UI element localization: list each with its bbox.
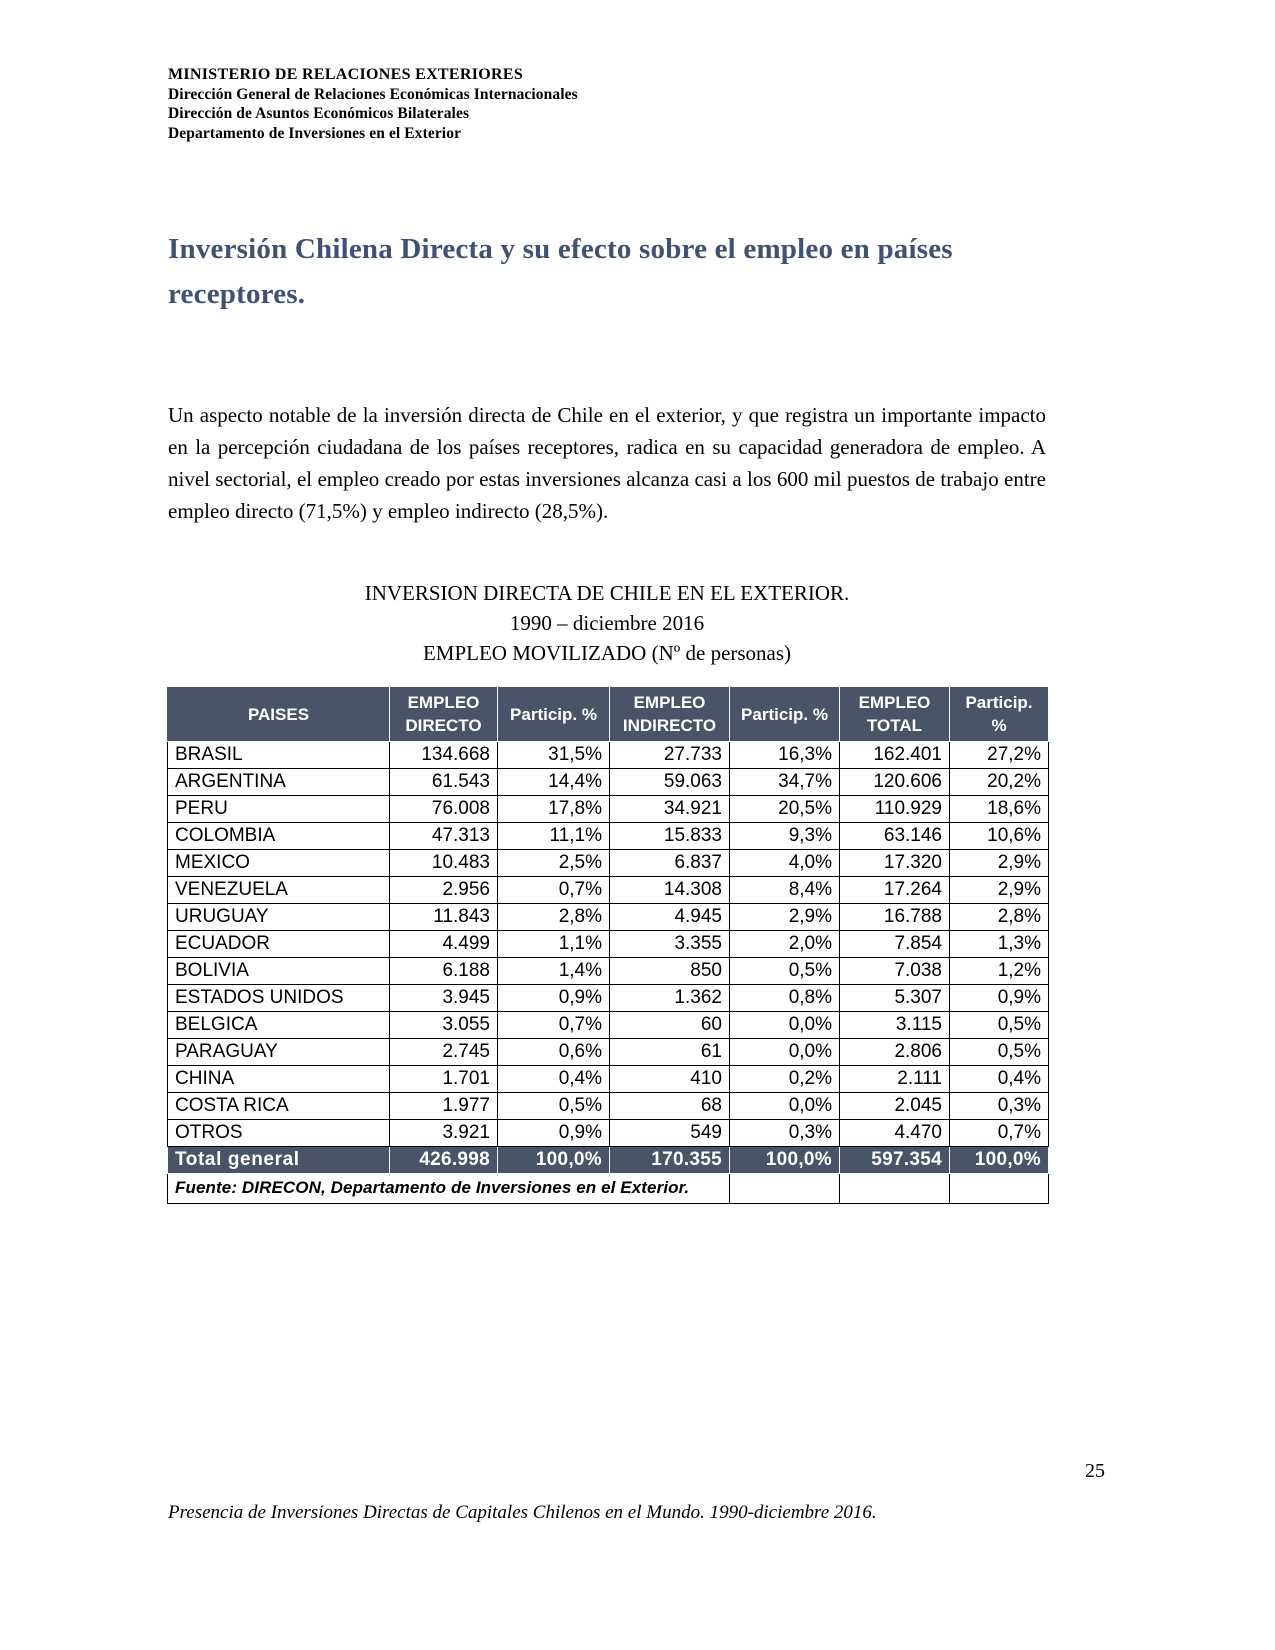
cell-empleo-total: 3.115 bbox=[840, 1012, 950, 1039]
table-body bbox=[168, 742, 1049, 1204]
cell-total-particip-directo: 100,0% bbox=[498, 1147, 610, 1174]
cell-empleo-total: 4.470 bbox=[840, 1120, 950, 1147]
cell-empleo-directo: 4.499 bbox=[390, 931, 498, 958]
cell-particip-indirecto: 0,8% bbox=[730, 985, 840, 1012]
cell-empleo-indirecto: 68 bbox=[610, 1093, 730, 1120]
table-row bbox=[168, 985, 1049, 1012]
cell-particip-indirecto: 9,3% bbox=[730, 823, 840, 850]
table-row bbox=[168, 931, 1049, 958]
cell-particip-directo: 31,5% bbox=[498, 742, 610, 769]
cell-particip-total: 1,2% bbox=[950, 958, 1049, 985]
letterhead bbox=[168, 65, 968, 143]
cell-empleo-directo: 134.668 bbox=[390, 742, 498, 769]
cell-particip-indirecto: 8,4% bbox=[730, 877, 840, 904]
cell-pais: ECUADOR bbox=[168, 931, 390, 958]
employment-table-container bbox=[167, 686, 1048, 1204]
cell-particip-directo: 11,1% bbox=[498, 823, 610, 850]
cell-particip-total: 18,6% bbox=[950, 796, 1049, 823]
cell-empleo-total: 7.854 bbox=[840, 931, 950, 958]
cell-particip-total: 10,6% bbox=[950, 823, 1049, 850]
column-header-particip-directo-line1: Particip. % bbox=[510, 704, 597, 724]
page-title: Inversión Chilena Directa y su efecto sobre el empleo en países receptores. bbox=[168, 233, 953, 311]
table-row bbox=[168, 958, 1049, 985]
cell-empleo-directo: 10.483 bbox=[390, 850, 498, 877]
column-header-empleo-directo-line1: EMPLEO bbox=[407, 693, 480, 712]
cell-particip-indirecto: 0,2% bbox=[730, 1066, 840, 1093]
cell-particip-directo: 1,1% bbox=[498, 931, 610, 958]
column-header-particip-indirecto-line1: Particip. % bbox=[741, 704, 828, 724]
cell-empleo-indirecto: 60 bbox=[610, 1012, 730, 1039]
cell-particip-directo: 14,4% bbox=[498, 769, 610, 796]
source-blank-cell-3 bbox=[950, 1174, 1049, 1204]
cell-empleo-total: 2.045 bbox=[840, 1093, 950, 1120]
cell-particip-indirecto: 34,7% bbox=[730, 769, 840, 796]
cell-particip-total: 20,2% bbox=[950, 769, 1049, 796]
cell-pais: COSTA RICA bbox=[168, 1093, 390, 1120]
cell-total-particip-indirecto: 100,0% bbox=[730, 1147, 840, 1174]
table-caption bbox=[168, 578, 1046, 668]
column-header-empleo-indirecto-line1: EMPLEO bbox=[633, 693, 706, 712]
column-header-empleo-directo-line2: DIRECTO bbox=[405, 716, 482, 735]
cell-particip-directo: 1,4% bbox=[498, 958, 610, 985]
cell-pais: ARGENTINA bbox=[168, 769, 390, 796]
column-header-empleo-total bbox=[840, 687, 950, 742]
cell-empleo-indirecto: 850 bbox=[610, 958, 730, 985]
cell-empleo-indirecto: 14.308 bbox=[610, 877, 730, 904]
cell-total-label: Total general bbox=[168, 1147, 390, 1174]
cell-particip-directo: 0,7% bbox=[498, 1012, 610, 1039]
cell-pais: BELGICA bbox=[168, 1012, 390, 1039]
cell-empleo-indirecto: 6.837 bbox=[610, 850, 730, 877]
cell-empleo-indirecto: 61 bbox=[610, 1039, 730, 1066]
column-header-particip-total-line1: Particip. % bbox=[965, 693, 1033, 735]
cell-particip-total: 2,8% bbox=[950, 904, 1049, 931]
cell-particip-total: 2,9% bbox=[950, 850, 1049, 877]
cell-particip-directo: 0,7% bbox=[498, 877, 610, 904]
table-row bbox=[168, 823, 1049, 850]
cell-particip-total: 0,5% bbox=[950, 1039, 1049, 1066]
table-row bbox=[168, 877, 1049, 904]
letterhead-line-3: Dirección de Asuntos Económicos Bilaterales bbox=[168, 105, 470, 122]
cell-particip-indirecto: 16,3% bbox=[730, 742, 840, 769]
table-caption-line-3: EMPLEO MOVILIZADO (Nº de personas) bbox=[422, 641, 792, 665]
cell-empleo-directo: 61.543 bbox=[390, 769, 498, 796]
cell-particip-indirecto: 0,5% bbox=[730, 958, 840, 985]
letterhead-line-2: Dirección General de Relaciones Económicas Internacionales bbox=[168, 85, 578, 103]
column-header-paises-line1: PAISES bbox=[247, 704, 310, 724]
cell-empleo-indirecto: 549 bbox=[610, 1120, 730, 1147]
cell-empleo-total: 5.307 bbox=[840, 985, 950, 1012]
table-row bbox=[168, 1039, 1049, 1066]
cell-empleo-directo: 47.313 bbox=[390, 823, 498, 850]
cell-empleo-indirecto: 27.733 bbox=[610, 742, 730, 769]
cell-pais: PARAGUAY bbox=[168, 1039, 390, 1066]
table-caption-line-2: 1990 – diciembre 2016 bbox=[509, 611, 705, 635]
cell-empleo-total: 2.111 bbox=[840, 1066, 950, 1093]
table-source-row bbox=[168, 1174, 1049, 1204]
table-header-row bbox=[168, 687, 1049, 742]
cell-empleo-total: 162.401 bbox=[840, 742, 950, 769]
table-row bbox=[168, 850, 1049, 877]
source-blank-cell-2 bbox=[840, 1174, 950, 1204]
cell-empleo-indirecto: 410 bbox=[610, 1066, 730, 1093]
table-row bbox=[168, 742, 1049, 769]
cell-total-empleo-indirecto: 170.355 bbox=[610, 1147, 730, 1174]
cell-particip-total: 0,7% bbox=[950, 1120, 1049, 1147]
table-row bbox=[168, 1093, 1049, 1120]
cell-empleo-indirecto: 1.362 bbox=[610, 985, 730, 1012]
cell-particip-total: 0,5% bbox=[950, 1012, 1049, 1039]
column-header-empleo-total-line2: TOTAL bbox=[866, 716, 923, 735]
table-row bbox=[168, 904, 1049, 931]
cell-empleo-total: 120.606 bbox=[840, 769, 950, 796]
cell-pais: BOLIVIA bbox=[168, 958, 390, 985]
cell-empleo-directo: 3.055 bbox=[390, 1012, 498, 1039]
cell-empleo-total: 17.320 bbox=[840, 850, 950, 877]
cell-empleo-indirecto: 34.921 bbox=[610, 796, 730, 823]
cell-pais: MEXICO bbox=[168, 850, 390, 877]
cell-total-empleo-directo: 426.998 bbox=[390, 1147, 498, 1174]
cell-particip-indirecto: 4,0% bbox=[730, 850, 840, 877]
cell-pais: ESTADOS UNIDOS bbox=[168, 985, 390, 1012]
cell-empleo-indirecto: 3.355 bbox=[610, 931, 730, 958]
employment-table bbox=[167, 686, 1049, 1204]
cell-particip-directo: 0,6% bbox=[498, 1039, 610, 1066]
cell-pais: PERU bbox=[168, 796, 390, 823]
column-header-empleo-indirecto bbox=[610, 687, 730, 742]
cell-empleo-indirecto: 59.063 bbox=[610, 769, 730, 796]
column-header-particip-indirecto bbox=[730, 687, 840, 742]
cell-total-empleo-total: 597.354 bbox=[840, 1147, 950, 1174]
column-header-empleo-indirecto-line2: INDIRECTO bbox=[622, 716, 717, 735]
cell-pais: OTROS bbox=[168, 1120, 390, 1147]
cell-empleo-directo: 1.701 bbox=[390, 1066, 498, 1093]
cell-particip-indirecto: 2,0% bbox=[730, 931, 840, 958]
column-header-empleo-directo bbox=[390, 687, 498, 742]
cell-empleo-total: 2.806 bbox=[840, 1039, 950, 1066]
cell-particip-total: 27,2% bbox=[950, 742, 1049, 769]
cell-pais: BRASIL bbox=[168, 742, 390, 769]
cell-particip-indirecto: 0,0% bbox=[730, 1012, 840, 1039]
cell-particip-total: 0,3% bbox=[950, 1093, 1049, 1120]
cell-particip-directo: 2,5% bbox=[498, 850, 610, 877]
cell-particip-directo: 0,9% bbox=[498, 1120, 610, 1147]
table-total-row bbox=[168, 1147, 1049, 1174]
cell-pais: CHINA bbox=[168, 1066, 390, 1093]
table-row bbox=[168, 1120, 1049, 1147]
page-number: 25 bbox=[1085, 1460, 1105, 1482]
intro-paragraph: Un aspecto notable de la inversión directa de Chile en el exterior, y que registra un importante impacto en la percepción ciudadana de los países receptores, radica en su capacidad generadora de empleo. A nivel sectorial, el empleo creado por estas inversiones alcanza casi a los 600 mil puestos de trabajo entre empleo directo (71,5%) y empleo indirecto (28,5%). bbox=[168, 403, 1046, 523]
cell-particip-indirecto: 0,3% bbox=[730, 1120, 840, 1147]
table-row bbox=[168, 1066, 1049, 1093]
cell-empleo-directo: 2.956 bbox=[390, 877, 498, 904]
cell-empleo-indirecto: 4.945 bbox=[610, 904, 730, 931]
table-row bbox=[168, 769, 1049, 796]
cell-particip-directo: 17,8% bbox=[498, 796, 610, 823]
table-source-note: Fuente: DIRECON, Departamento de Inversiones en el Exterior. bbox=[168, 1174, 730, 1204]
letterhead-line-1: MINISTERIO DE RELACIONES EXTERIORES bbox=[168, 66, 524, 83]
cell-empleo-directo: 6.188 bbox=[390, 958, 498, 985]
table-caption-line-1: INVERSION DIRECTA DE CHILE EN EL EXTERIOR. bbox=[364, 581, 850, 605]
cell-particip-total: 0,9% bbox=[950, 985, 1049, 1012]
cell-empleo-directo: 1.977 bbox=[390, 1093, 498, 1120]
cell-empleo-total: 16.788 bbox=[840, 904, 950, 931]
column-header-paises bbox=[168, 687, 390, 742]
cell-particip-directo: 0,9% bbox=[498, 985, 610, 1012]
table-row bbox=[168, 1012, 1049, 1039]
cell-empleo-directo: 3.945 bbox=[390, 985, 498, 1012]
cell-empleo-directo: 76.008 bbox=[390, 796, 498, 823]
cell-empleo-total: 63.146 bbox=[840, 823, 950, 850]
cell-total-particip-total: 100,0% bbox=[950, 1147, 1049, 1174]
cell-particip-indirecto: 2,9% bbox=[730, 904, 840, 931]
cell-empleo-directo: 11.843 bbox=[390, 904, 498, 931]
cell-empleo-directo: 2.745 bbox=[390, 1039, 498, 1066]
cell-particip-total: 0,4% bbox=[950, 1066, 1049, 1093]
cell-particip-directo: 2,8% bbox=[498, 904, 610, 931]
cell-particip-directo: 0,4% bbox=[498, 1066, 610, 1093]
cell-particip-total: 1,3% bbox=[950, 931, 1049, 958]
cell-empleo-indirecto: 15.833 bbox=[610, 823, 730, 850]
cell-pais: COLOMBIA bbox=[168, 823, 390, 850]
cell-empleo-total: 110.929 bbox=[840, 796, 950, 823]
cell-pais: URUGUAY bbox=[168, 904, 390, 931]
footer-note: Presencia de Inversiones Directas de Capitales Chilenos en el Mundo. 1990-diciembre 2016. bbox=[168, 1502, 877, 1523]
letterhead-line-4: Departamento de Inversiones en el Exterior bbox=[168, 124, 462, 142]
column-header-empleo-total-line1: EMPLEO bbox=[858, 693, 931, 712]
column-header-particip-total bbox=[950, 687, 1049, 742]
cell-pais: VENEZUELA bbox=[168, 877, 390, 904]
cell-particip-total: 2,9% bbox=[950, 877, 1049, 904]
cell-particip-indirecto: 20,5% bbox=[730, 796, 840, 823]
cell-empleo-total: 17.264 bbox=[840, 877, 950, 904]
cell-particip-indirecto: 0,0% bbox=[730, 1093, 840, 1120]
table-row bbox=[168, 796, 1049, 823]
cell-particip-indirecto: 0,0% bbox=[730, 1039, 840, 1066]
cell-empleo-directo: 3.921 bbox=[390, 1120, 498, 1147]
cell-empleo-total: 7.038 bbox=[840, 958, 950, 985]
column-header-particip-directo bbox=[498, 687, 610, 742]
source-blank-cell-1 bbox=[730, 1174, 840, 1204]
cell-particip-directo: 0,5% bbox=[498, 1093, 610, 1120]
